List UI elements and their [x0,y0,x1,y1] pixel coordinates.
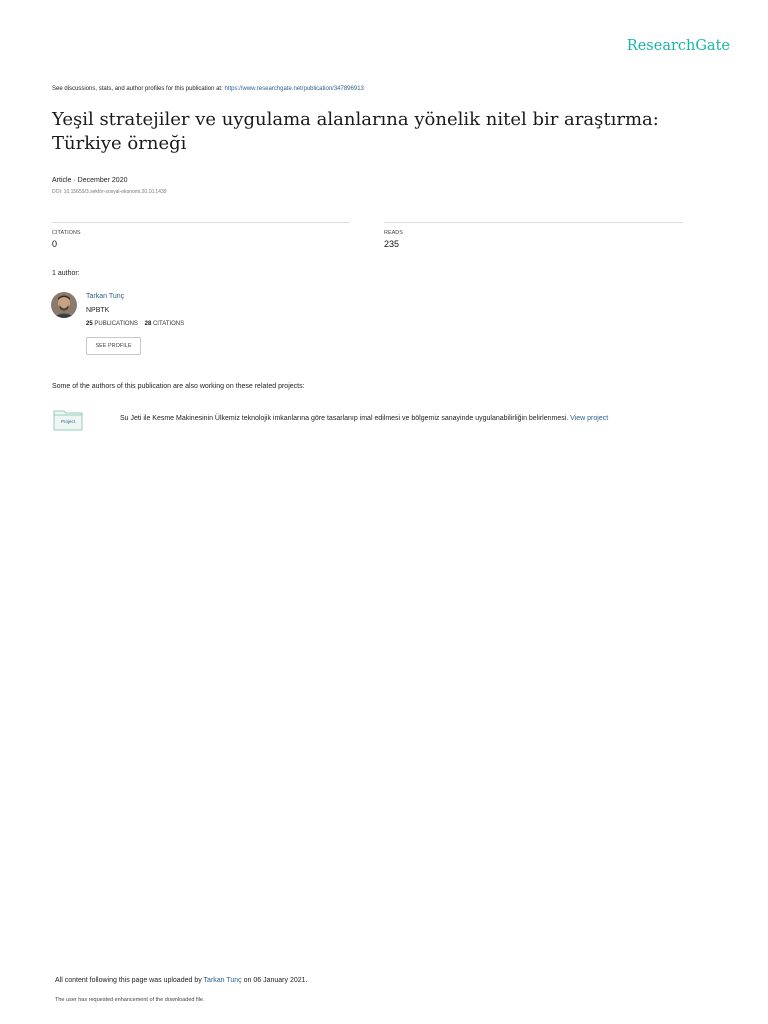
author-citations-label: CITATIONS [152,321,185,327]
publication-link[interactable]: https://www.researchgate.net/publication/347896913 [224,86,364,92]
see-profile-button[interactable]: SEE PROFILE [86,337,141,355]
author-publications-count: 25 [86,321,93,327]
project-text: Su Jeti ile Kesme Makinesinin Ülkemiz teknolojik imkanlarına göre tasarlanıp imal edilmesi ve bölgemiz sanayinde uygulanabilirliğin belirlenmesi. [120,415,569,422]
paper-doi: DOI: 10.15659/3.sektor-sosyal-ekonomi.20.10.1439 [52,189,167,195]
author-citations-count: 28 [144,321,152,327]
project-folder-icon[interactable] [53,409,83,431]
discussion-note [52,86,364,92]
author-avatar[interactable] [51,292,77,318]
authors-heading: 1 author: [52,270,80,277]
paper-title: Yeşil stratejiler ve uygulama alanlarına yönelik nitel bir araştırma: Türkiye örneği [52,109,659,154]
view-project-link[interactable]: View project [570,415,609,422]
upload-note [55,977,307,984]
citations-count: 0 [52,239,58,249]
reads-label: READS [384,230,403,236]
related-projects-heading: Some of the authors of this publication are also working on these related projects: [52,383,305,390]
enhancement-note: The user has requested enhancement of the downloaded file. [55,997,205,1003]
discussion-prefix: See discussions, stats, and author profiles for this publication at: [52,86,223,92]
author-name-link[interactable]: Tarkan Tunç [86,293,125,300]
project-description [120,415,690,422]
author-stats [86,321,184,327]
reads-divider [384,222,683,223]
author-institution: NPBTK [86,307,110,314]
citations-divider [52,222,350,223]
upload-prefix: All content following this page was uploaded by [55,977,202,984]
uploader-link[interactable]: Tarkan Tunç [203,977,242,984]
reads-count: 235 [384,239,400,249]
upload-date: on 06 January 2021. [243,977,308,984]
project-icon-label: Project [60,419,75,424]
paper-meta: Article · December 2020 [52,177,128,184]
citations-label: CITATIONS [52,230,81,236]
researchgate-logo[interactable]: ResearchGate [626,38,730,54]
author-publications-label: PUBLICATIONS [94,321,138,327]
